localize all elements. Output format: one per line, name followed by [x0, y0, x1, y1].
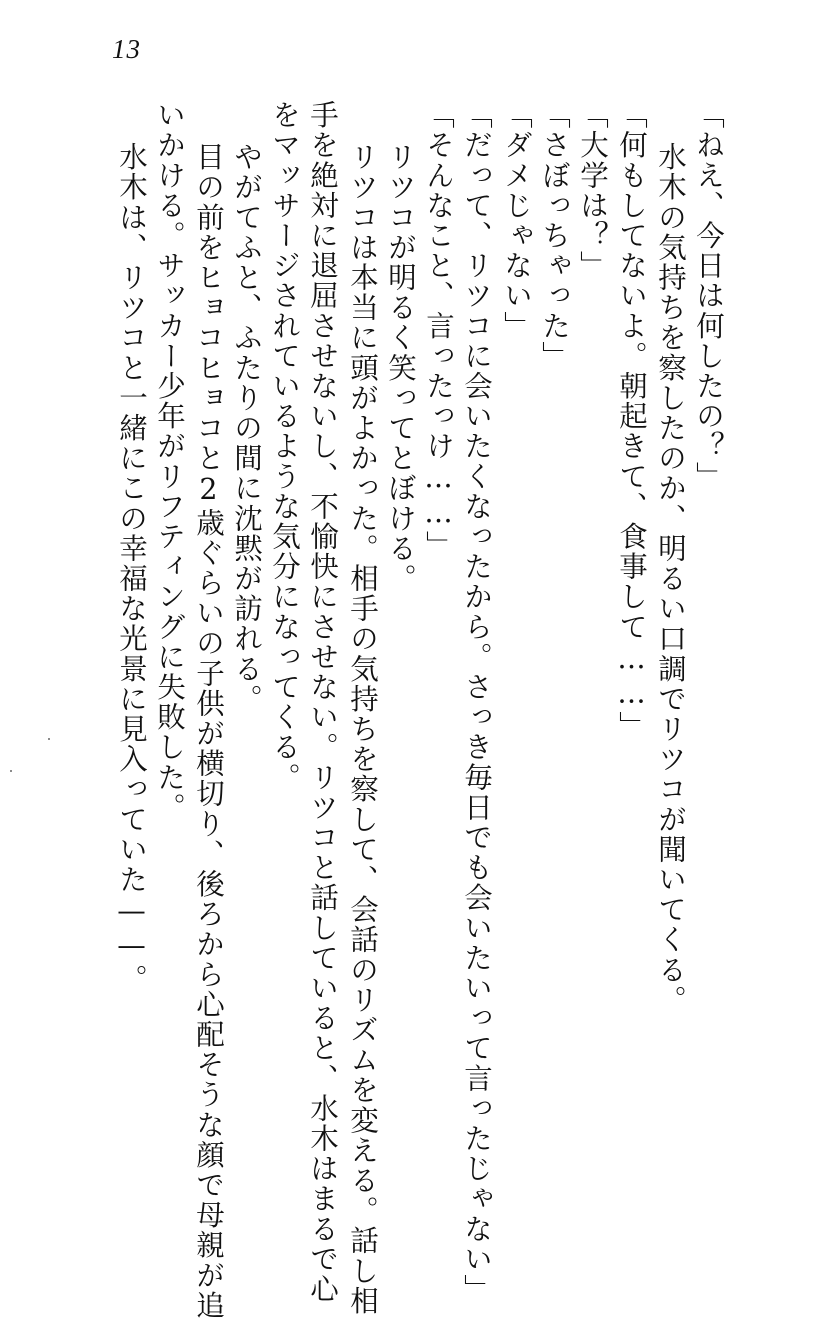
text-line-6: 「ダメじゃない」: [500, 100, 533, 341]
text-line-9: リツコが明るく笑ってとぼける。: [384, 142, 417, 594]
text-line-13: やがてふと、ふたりの間に沈黙が訪れる。: [230, 142, 263, 714]
text-line-7: 「だって、リツコに会いたくなったから。さっき毎日でも会いたいって言ったじゃない」: [460, 100, 493, 1304]
text-line-2: 水木の気持ちを察したのか、明るい口調でリツコが聞いてくる。: [654, 142, 687, 1015]
text-line-14: 目の前をヒョコヒョコと2歳ぐらいの子供が横切り、後ろから心配そうな顔で母親が追: [192, 142, 225, 1320]
text-line-1: 「ねえ、今日は何したの？」: [692, 100, 725, 492]
text-line-4: 「大学は？」: [576, 100, 609, 281]
text-line-15: いかける。サッカー少年がリフティングに失敗した。: [153, 100, 186, 823]
text-line-16: 水木は、リツコと一緒にこの幸福な光景に見入っていた——。: [115, 142, 148, 994]
text-line-5: 「さぼっちゃった」: [538, 100, 571, 371]
text-line-3: 「何もしてないよ。朝起きて、食事して……」: [615, 100, 648, 742]
page-number: 13: [112, 34, 141, 64]
text-line-12: をマッサージされているような気分になってくる。: [268, 100, 301, 793]
text-line-10: リツコは本当に頭がよかった。相手の気持ちを察して、会話のリズムを変える。話し相: [346, 142, 379, 1316]
scan-speck: [48, 738, 50, 740]
scan-speck: [10, 770, 12, 772]
text-line-11: 手を絶対に退屈させないし、不愉快にさせない。リツコと話していると、水木はまるで心: [306, 100, 339, 1304]
text-line-8: 「そんなこと、言ったっけ……」: [422, 100, 455, 561]
